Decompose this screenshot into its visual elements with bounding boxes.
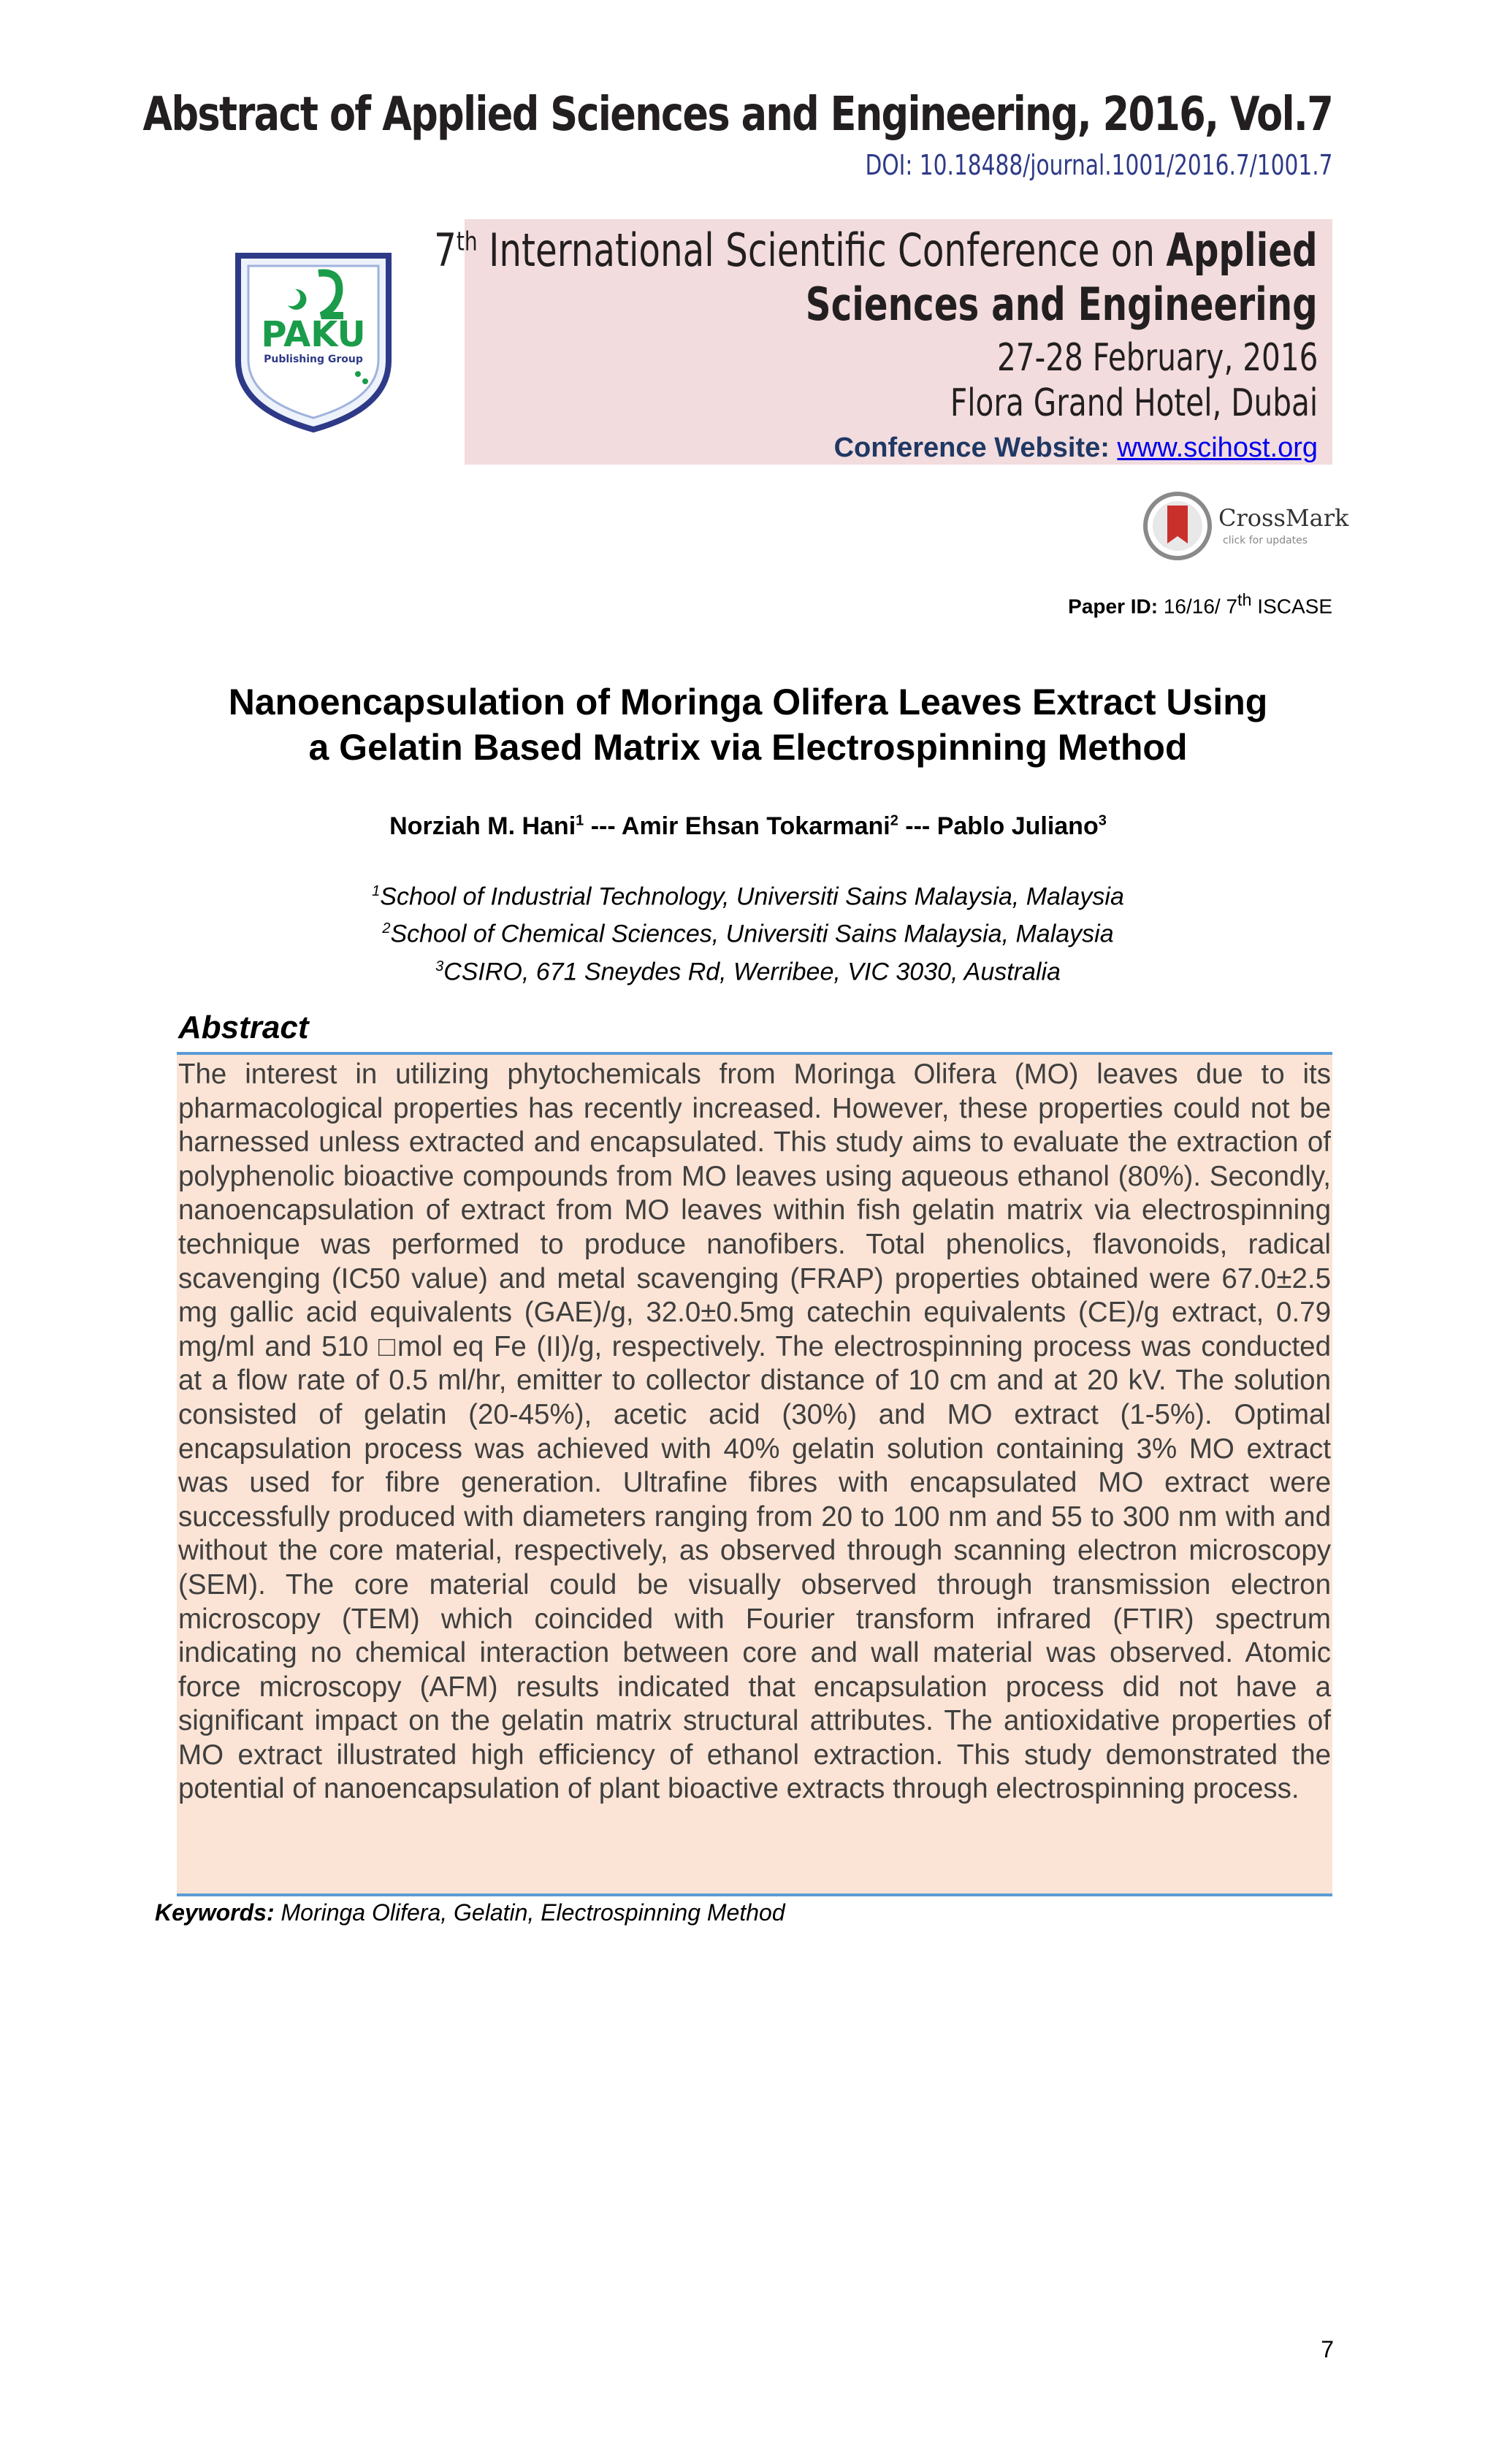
crossmark-sub: click for updates [1223, 535, 1308, 546]
conference-banner [434, 219, 1332, 465]
authors: Norziah M. Hani$^1$ --- Amir Ehsan Tokarmani$^2$ --- Pablo Juliano$^3$ [389, 812, 1107, 840]
paper-id: Paper ID: 16/16/ 7th ISCASE [1068, 590, 1332, 618]
affiliations [146, 875, 1350, 988]
affiliation-3: $^3$CSIRO, 671 Sneydes Rd, Werribee, VIC 3030, Australia [435, 957, 1061, 985]
abstract-heading: Abstract [178, 1010, 309, 1045]
conference-venue: Flora Grand Hotel, Dubai [950, 381, 1318, 425]
paper-title: Nanoencapsulation of Moringa Olifera Leaves Extract Using a Gelatin Based Matrix via Electrospinning Method [228, 682, 1268, 768]
affiliation-1: $^1$School of Industrial Technology, Universiti Sains Malaysia, Malaysia [372, 882, 1124, 911]
conference-name-line2: Sciences and Engineering [805, 278, 1318, 331]
doi-link[interactable]: DOI: 10.18488/journal.1001/2016.7/1001.7 [865, 149, 1332, 181]
affiliation-2: $^2$School of Chemical Sciences, Universiti Sains Malaysia, Malaysia [382, 920, 1114, 948]
crossmark-badge[interactable] [1142, 489, 1349, 562]
abstract-box [177, 1052, 1332, 1896]
paku-logo [232, 251, 394, 432]
page-number: 7 [1321, 2336, 1334, 2362]
abstract-text: The interest in utilizing phytochemicals from Moringa Olifera (MO) leaves due to its pharmacological properties has recently increased. However, these properties could not be harnessed unless extracted and encapsulated. This study aims to evaluate the extraction of polyphenolic bioactive compounds from MO leaves using aqueous ethanol (80%). Secondly, nanoencapsulation of extract from MO leaves within fish gelatin matrix via electrospinning technique was performed to produce nanofibers. Total phenolics, flavonoids, radical scavenging (IC50 value) and metal scavenging (FRAP) properties obtained were 67.0±2.5 mg gallic acid equivalents (GAE)/g, 32.0±0.5mg catechin equivalents (CE)/g extract, 0.79 mg/ml and 510 □mol eq Fe (II)/g, respectively. The electrospinning process was conducted at a flow rate of 0.5 ml/hr, emitter to collector distance of 10 cm and at 20 kV. The solution consisted of gelatin (20-45%), acetic acid (30%) and MO extract (1-5%). Optimal encapsulation process was achieved with 40% gelatin solution containing 3% MO extract was used for fibre generation. Ultrafine fibres with encapsulated MO extract were successfully produced with diameters ranging from 20 to 100 nm and 55 to 300 nm with and without the core material, respectively, as observed through scanning electron microscopy (SEM). The core material could be visually observed through transmission electron microscopy (TEM) which coincided with Fourier transform infrared (FTIR) spectrum indicating no chemical interaction between core and wall material was observed. Atomic force microscopy (AFM) results indicated that encapsulation process did not have a significant impact on the gelatin matrix structural attributes. The antioxidative properties of MO extract illustrated high efficiency of ethanol extraction. This study demonstrated the potential of nanoencapsulation of plant bioactive extracts through electrospinning process. [178, 1059, 1331, 1805]
journal-title: Abstract of Applied Sciences and Engineering, 2016, Vol.7 [142, 88, 1332, 142]
keywords: Keywords: Moringa Olifera, Gelatin, Electrospinning Method [155, 1899, 785, 1926]
logo-subtext: Publishing Group [264, 354, 363, 365]
website-link[interactable]: www.scihost.org [1117, 432, 1318, 463]
conference-website: Conference Website: www.scihost.org [833, 432, 1318, 463]
logo-text: PAKU [261, 314, 366, 355]
conference-dates: 27-28 February, 2016 [996, 336, 1318, 380]
crossmark-label: CrossMark [1218, 504, 1349, 532]
conference-name-line1: 7th International Scientific Conference on Applied [434, 224, 1318, 277]
